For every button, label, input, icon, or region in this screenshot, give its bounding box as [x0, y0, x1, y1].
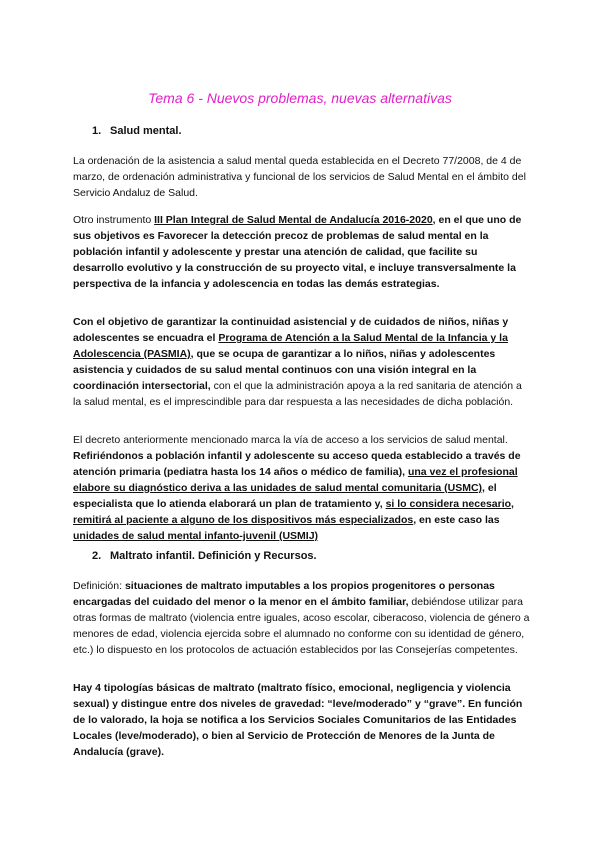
paragraph-plan-integral: [73, 212, 531, 292]
section-heading-salud-mental: [92, 125, 182, 137]
text-span: debiéndose utilizar para otras formas de maltrato (violencia entre iguales, acoso escolar, ciberacoso, violencia de género a menores de edad, violencia ejercida sobre el alumnado no conforme con su identidad de género, etc.) lo dispuesto en los protocolos de actuación establecidos por las Consejerías competentes.: [73, 596, 530, 656]
text-span: Con el objetivo de garantizar la continuidad asistencial y de cuidados de niños, niñas y adolescentes se encuadra el: [73, 316, 509, 344]
paragraph-definicion: [73, 578, 531, 658]
text-span: con el que la administración apoya a la red sanitaria de atención a la salud mental, es el imprescindible para dar respuesta a las necesidades de dicha población.: [73, 380, 522, 408]
text-span: Definición:: [73, 580, 125, 592]
text-span: , en el que uno de sus objetivos es Favorecer la detección precoz de problemas de salud mental en la población infantil y adolescente y prestar una atención de calidad, que facilite su desarrollo evolutivo y la construcción de su proyecto vital, e incluye transversalmente la perspectiva de la infancia y adolescencia en todas las demás estrategias.: [73, 214, 522, 290]
plan-integral-title: III Plan Integral de Salud Mental de Andalucía 2016-2020: [154, 214, 433, 226]
text-span: situaciones de maltrato imputables a los propios progenitores o personas encargadas del cuidado del menor o la menor en el ámbito familiar,: [73, 580, 495, 608]
paragraph-pasmia: [73, 314, 531, 410]
section-heading-maltrato: [92, 550, 317, 562]
paragraph-tipologias: [73, 680, 531, 760]
section-number: 1.: [92, 125, 102, 137]
dispositivos-text: si lo considera necesario, remitirá al paciente a alguno de los dispositivos más especializados: [73, 498, 514, 526]
section-number: 2.: [92, 550, 102, 562]
section-title: Maltrato infantil. Definición y Recursos.: [110, 550, 317, 562]
text-span: , el especialista que lo atienda elaborará un plan de tratamiento y,: [73, 482, 497, 510]
text-span: Hay 4 tipologías básicas de maltrato (maltrato físico, emocional, negligencia y violencia sexual) y distingue entre dos niveles de gravedad: “leve/moderado” y “grave”. En función de lo valorado, la hoja se notifica a los Servicios Sociales Comunitarios de las Entidades Locales (leve/moderado), o bien al Servicio de Protección de Menores de la Junta de Andalucía (grave).: [73, 682, 523, 758]
text-span: , en este caso las: [413, 514, 500, 526]
text-span: , que se ocupa de garantizar a lo niños, niñas y adolescentes asistencia y cuidados de su salud mental continuos con una visión integral en la coordinación intersectorial,: [73, 348, 496, 392]
usmc-text: una vez el profesional elabore su diagnóstico deriva a las unidades de salud mental comunitaria (USMC): [73, 466, 518, 494]
pasmia-title: Programa de Atención a la Salud Mental de la Infancia y la Adolescencia (PASMIA): [73, 332, 508, 360]
document-title: Tema 6 - Nuevos problemas, nuevas alternativas: [148, 90, 452, 106]
paragraph-decreto: La ordenación de la asistencia a salud mental queda establecida en el Decreto 77/2008, de 4 de marzo, de ordenación administrativa y funcional de los servicios de Salud Mental en el ámbito del Servicio Andaluz de Salud.: [73, 155, 526, 199]
text-span: El decreto anteriormente mencionado marca la vía de acceso a los servicios de salud mental.: [73, 434, 508, 446]
section-title: Salud mental.: [110, 125, 182, 137]
usmij-text: unidades de salud mental infanto-juvenil (USMIJ): [73, 530, 319, 542]
text-span: Otro instrumento: [73, 214, 155, 226]
paragraph-acceso: [73, 432, 531, 544]
text-span: Refiriéndonos a población infantil y adolescente su acceso queda establecido a través de atención primaria (pediatra hasta los 14 años o médico de familia),: [73, 450, 521, 478]
